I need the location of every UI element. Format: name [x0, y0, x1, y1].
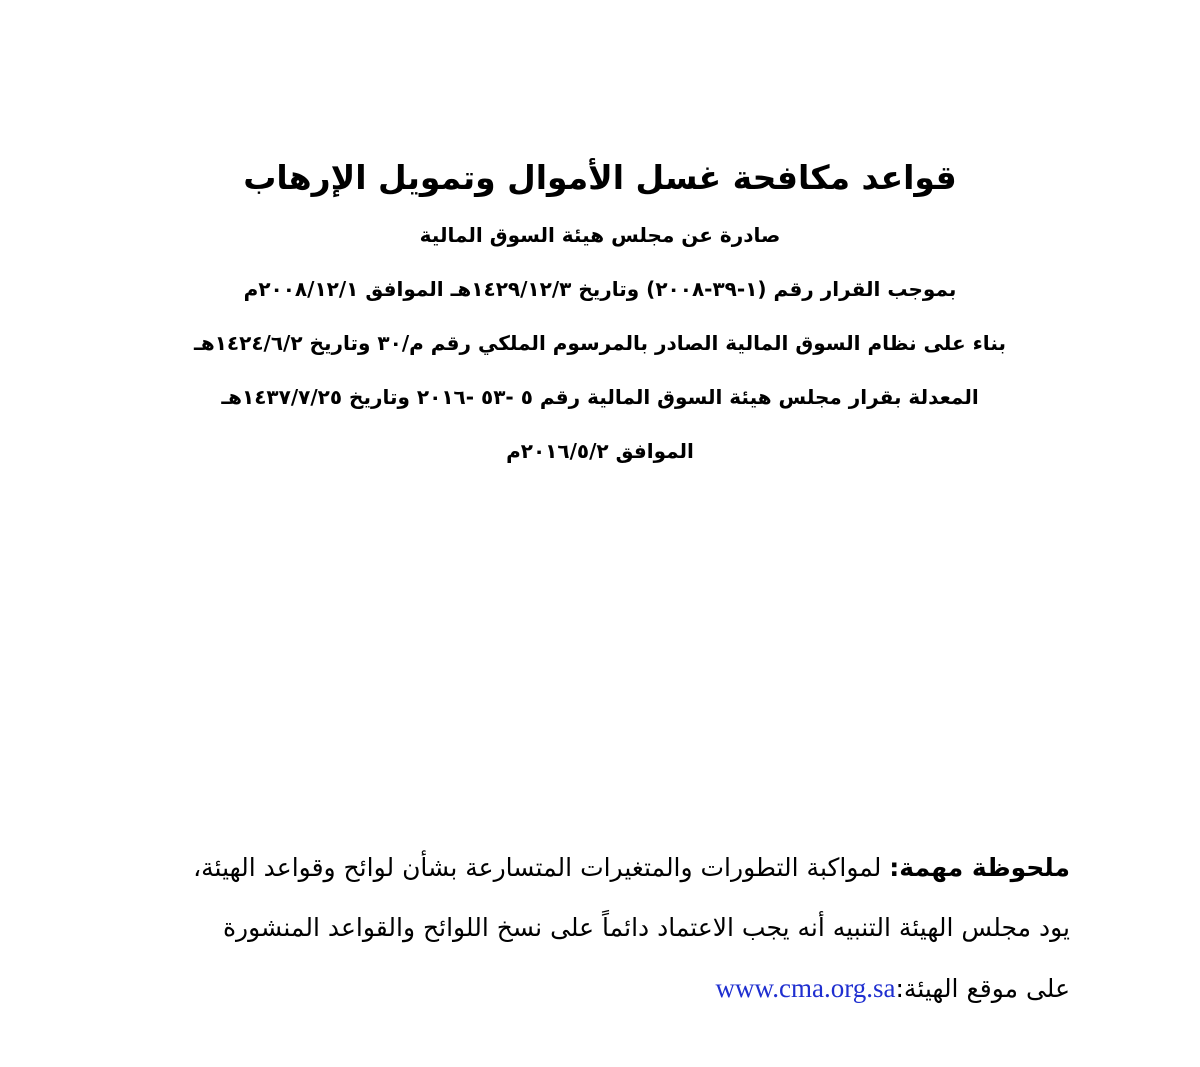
note-line-3 — [60, 958, 1070, 1018]
note-label: ملحوظة مهمة: — [889, 853, 1070, 882]
note-line-1 — [60, 838, 1070, 898]
resolution-line: بموجب القرار رقم (١-٣٩-٢٠٠٨) وتاريخ ١٤٢٩/١٢/٣هـ الموافق ٢٠٠٨/١٢/١م — [243, 277, 957, 301]
document-header — [100, 148, 1100, 478]
corresponding-date-line: الموافق ٢٠١٦/٥/٢م — [506, 439, 694, 463]
website-link[interactable]: www.cma.org.sa — [715, 973, 896, 1003]
important-note — [60, 838, 1070, 1018]
note-text-1: لمواكبة التطورات والمتغيرات المتسارعة بشأن لوائح وقواعد الهيئة، — [193, 853, 890, 882]
amendment-line: المعدلة بقرار مجلس هيئة السوق المالية رقم ٥ -٥٣ -٢٠١٦ وتاريخ ١٤٣٧/٧/٢٥هـ — [221, 385, 979, 409]
note-text-3: على موقع الهيئة: — [895, 974, 1070, 1003]
document-title: قواعد مكافحة غسل الأموال وتمويل الإرهاب — [243, 158, 957, 197]
note-line-2: يود مجلس الهيئة التنبيه أنه يجب الاعتماد دائماً على نسخ اللوائح والقواعد المنشورة — [222, 913, 1070, 942]
issuer-line: صادرة عن مجلس هيئة السوق المالية — [419, 223, 781, 247]
basis-line: بناء على نظام السوق المالية الصادر بالمرسوم الملكي رقم م/٣٠ وتاريخ ١٤٢٤/٦/٢هـ — [194, 331, 1006, 355]
